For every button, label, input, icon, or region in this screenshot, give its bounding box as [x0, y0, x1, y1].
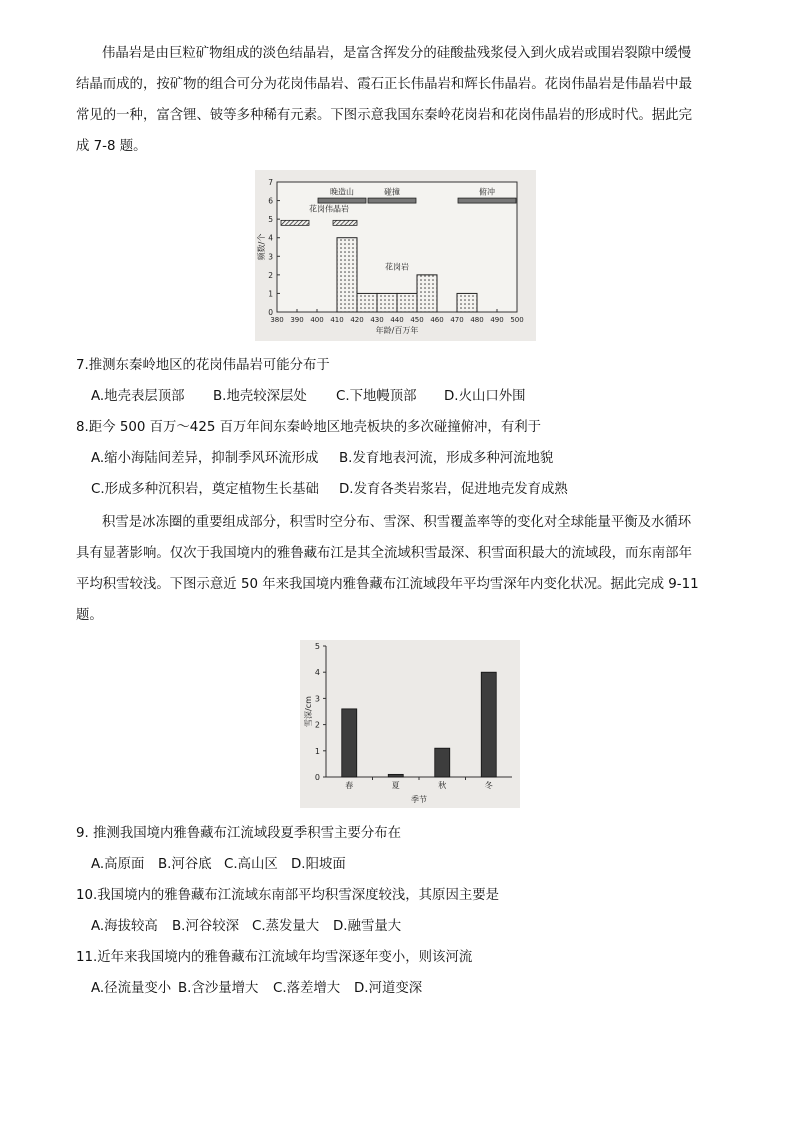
x-tick-label: 470 [450, 316, 464, 324]
intro2-line-3: 平均积雪较浅。下图示意近 50 年来我国境内雅鲁藏布江流域段年平均雪深年内变化状况。据此完成 9-11 [76, 577, 699, 592]
x-tick-label: 410 [330, 316, 344, 324]
question-9-option-b: B.河谷底 [158, 857, 212, 872]
question-8-option-c: C.形成多种沉积岩，奠定植物生长基础 [91, 482, 319, 497]
question-8-option-d: D.发育各类岩浆岩，促进地壳发育成熟 [339, 482, 568, 497]
granite-bar [377, 293, 397, 312]
x-tick-label: 480 [470, 316, 484, 324]
snow-depth-bar [435, 748, 450, 777]
y-tick-label: 5 [268, 215, 273, 225]
granite-bar [397, 293, 417, 312]
granite-bar [417, 275, 437, 312]
intro2-line-4: 题。 [76, 608, 103, 623]
granite-annotation: 花岗岩 [385, 262, 409, 272]
x-tick-label: 冬 [484, 781, 493, 790]
y-tick-label: 2 [268, 270, 273, 280]
y-tick-label: 3 [268, 252, 273, 262]
granite-bar [357, 293, 377, 312]
snow-depth-figure [300, 640, 520, 808]
question-10-option-a: A.海拔较高 [91, 919, 158, 934]
age-histogram-chart [255, 170, 536, 341]
intro1-line-2: 结晶而成的，按矿物的组合可分为花岗伟晶岩、霞石正长伟晶岩和辉长伟晶岩。花岗伟晶岩是伟晶岩中最 [76, 77, 692, 92]
intro2-line-2: 具有显著影响。仅次于我国境内的雅鲁藏布江是其全流域积雪最深、积雪面积最大的流域段，而东南部年 [76, 546, 692, 561]
question-11-option-a: A.径流量变小 [91, 981, 172, 996]
event-bar [318, 198, 366, 203]
y-tick-label: 4 [314, 668, 320, 678]
x-axis-label: 季节 [411, 795, 427, 804]
intro1-line-3: 常见的一种，富含锂、铍等多种稀有元素。下图示意我国东秦岭花岗岩和花岗伟晶岩的形成时代。据此完 [76, 108, 692, 123]
question-11-option-c: C.落差增大 [273, 981, 341, 996]
x-tick-label: 夏 [391, 781, 400, 790]
y-tick-label: 1 [314, 746, 320, 756]
x-tick-label: 500 [510, 316, 524, 324]
snow-depth-bar [342, 709, 357, 777]
question-8-option-a: A.缩小海陆间差异，抑制季风环流形成 [91, 451, 319, 466]
y-axis-label: 雪深/cm [304, 696, 313, 727]
granite-bar [457, 293, 477, 312]
question-7-option-a: A.地壳表层顶部 [91, 389, 185, 404]
question-11-option-d: D.河道变深 [354, 981, 423, 996]
y-tick-label: 4 [268, 233, 273, 243]
intro1-line-4: 成 7-8 题。 [76, 139, 147, 154]
y-tick-label: 7 [268, 178, 273, 187]
question-9-option-c: C.高山区 [224, 857, 278, 872]
question-10-option-b: B.河谷较深 [172, 919, 240, 934]
x-tick-label: 450 [410, 316, 424, 324]
question-10-option-d: D.融雪量大 [333, 919, 402, 934]
question-10-option-c: C.蒸发量大 [252, 919, 320, 934]
question-9-stem: 9. 推测我国境内雅鲁藏布江流域段夏季积雪主要分布在 [76, 826, 402, 841]
y-tick-label: 1 [268, 289, 273, 299]
question-7-option-c: C.下地幔顶部 [336, 389, 417, 404]
question-7-stem: 7.推测东秦岭地区的花岗伟晶岩可能分布于 [76, 358, 330, 373]
y-tick-label: 3 [314, 694, 320, 704]
question-9-option-d: D.阳坡面 [291, 857, 346, 872]
x-tick-label: 430 [370, 316, 384, 324]
granite-bar [337, 238, 357, 312]
y-axis-label: 频数/个 [257, 233, 266, 261]
x-tick-label: 490 [490, 316, 504, 324]
x-tick-label: 春 [345, 781, 354, 790]
x-axis-label: 年龄/百万年 [375, 326, 419, 335]
question-8-option-b: B.发育地表河流，形成多种河流地貌 [339, 451, 554, 466]
x-tick-label: 秋 [438, 781, 447, 790]
x-tick-label: 420 [350, 316, 364, 324]
snow-depth-bar [481, 672, 496, 777]
intro2-line-1: 积雪是冰冻圈的重要组成部分，积雪时空分布、雪深、积雪覆盖率等的变化对全球能量平衡及水循环 [102, 515, 692, 530]
age-histogram-figure [255, 170, 536, 341]
pegmatite-bar [333, 220, 357, 225]
pegmatite-bar [281, 220, 309, 225]
question-11-option-b: B.含沙量增大 [178, 981, 259, 996]
x-tick-label: 380 [270, 316, 284, 324]
event-label: 俯冲 [479, 187, 495, 197]
event-label: 碰撞 [384, 187, 400, 197]
question-7-option-b: B.地壳较深层处 [213, 389, 307, 404]
event-bar [368, 198, 416, 203]
x-tick-label: 440 [390, 316, 404, 324]
y-tick-label: 5 [314, 642, 320, 651]
question-7-option-d: D.火山口外围 [444, 389, 526, 404]
question-9-option-a: A.高原面 [91, 857, 145, 872]
question-10-stem: 10.我国境内的雅鲁藏布江流域东南部平均积雪深度较浅，其原因主要是 [76, 888, 500, 903]
y-tick-label: 0 [314, 773, 320, 782]
event-bar [458, 198, 516, 203]
y-tick-label: 6 [268, 196, 273, 206]
x-tick-label: 460 [430, 316, 444, 324]
x-tick-label: 400 [310, 316, 324, 324]
y-tick-label: 0 [268, 308, 273, 317]
question-8-stem: 8.距今 500 百万～425 百万年间东秦岭地区地壳板块的多次碰撞俯冲，有利于 [76, 420, 541, 435]
event-label: 晚造山 [330, 187, 354, 197]
question-11-stem: 11.近年来我国境内的雅鲁藏布江流域年均雪深逐年变小，则该河流 [76, 950, 473, 965]
intro1-line-1: 伟晶岩是由巨粒矿物组成的淡色结晶岩，是富含挥发分的硅酸盐残浆侵入到火成岩或围岩裂隙中缓慢 [102, 46, 692, 61]
x-tick-label: 390 [290, 316, 304, 324]
snow-depth-bar [388, 774, 403, 777]
pegmatite-annotation: 花岗伟晶岩 [309, 204, 349, 214]
y-tick-label: 2 [314, 720, 320, 730]
snow-depth-chart [300, 640, 520, 808]
